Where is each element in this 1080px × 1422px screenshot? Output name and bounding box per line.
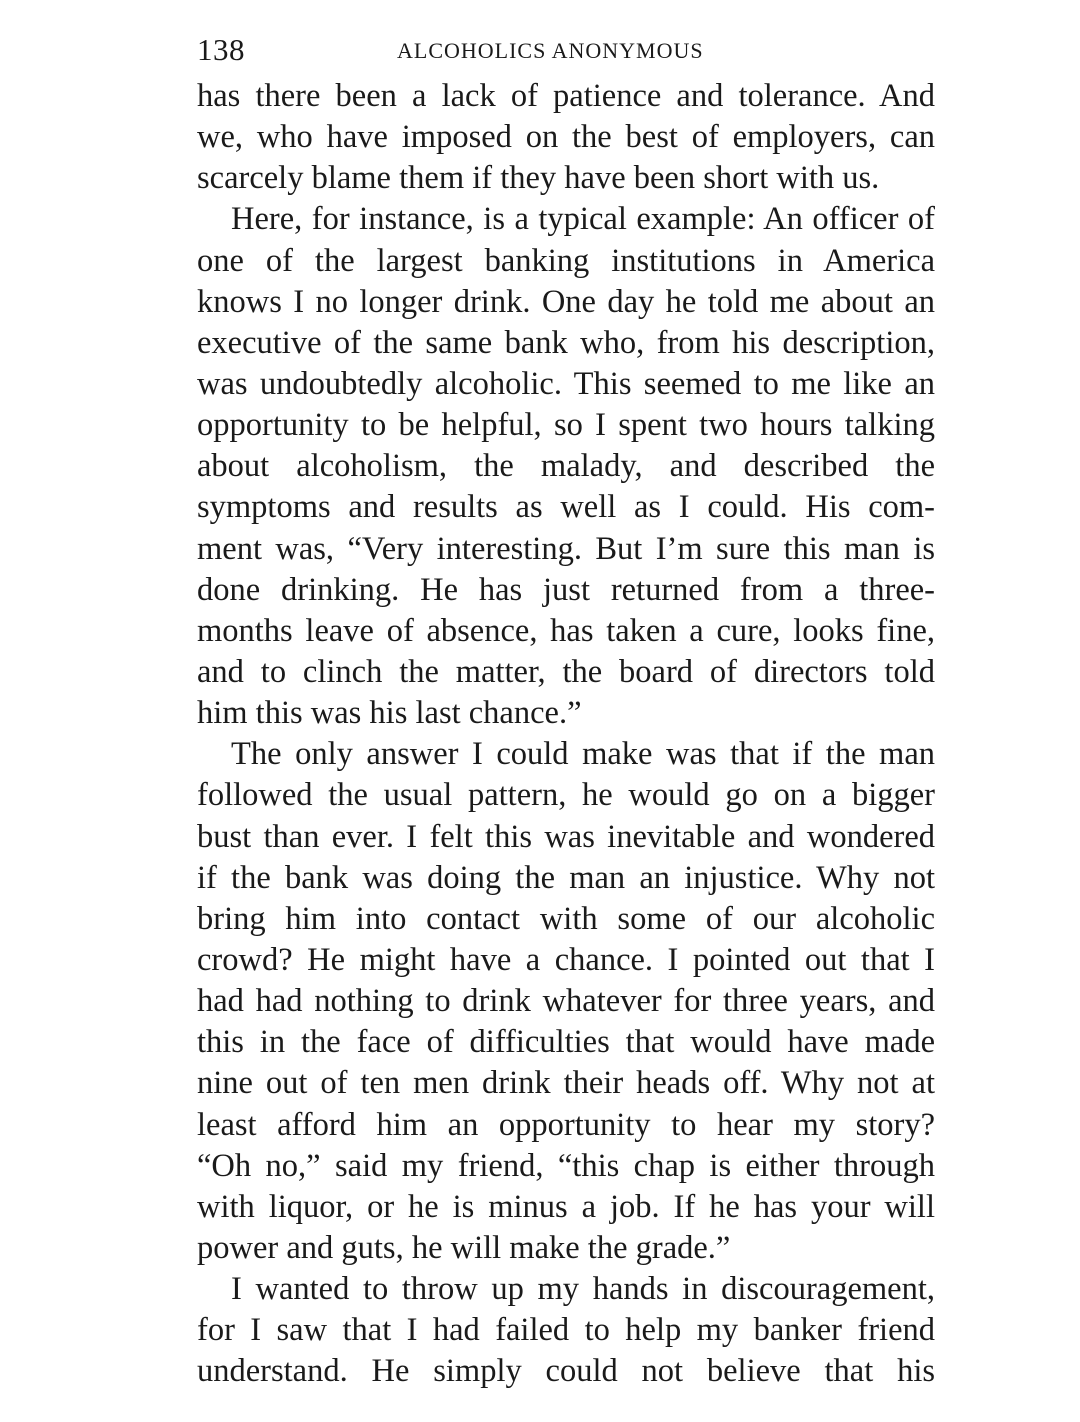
text-line: Here, for instance, is a typical example: An officer of [231, 201, 935, 238]
text-line: we, who have imposed on the best of employers, can [197, 119, 935, 156]
text-line: this in the face of difficulties that would have made [197, 1024, 935, 1061]
text-line: was undoubtedly alcoholic. This seemed to me like an [197, 365, 935, 402]
running-title: ALCOHOLICS ANONYMOUS [397, 38, 704, 63]
text-line: has there been a lack of patience and tolerance. And [197, 78, 935, 114]
text-line: him this was his last chance.” [197, 695, 582, 732]
text-line: scarcely blame them if they have been short with us. [197, 160, 880, 197]
text-line: understand. He simply could not believe that his [197, 1353, 935, 1390]
text-line: about alcoholism, the malady, and described the [197, 448, 935, 485]
text-line: crowd? He might have a chance. I pointed out that I [197, 941, 935, 978]
page-number: 138 [197, 32, 245, 67]
text-line: opportunity to be helpful, so I spent two hours talking [197, 407, 935, 444]
text-line: power and guts, he will make the grade.” [197, 1229, 731, 1266]
text-line: and to clinch the matter, the board of directors told [197, 653, 935, 690]
text-line: with liquor, or he is minus a job. If he has your will [197, 1188, 935, 1225]
text-line: The only answer I could make was that if the man [231, 736, 935, 773]
text-line: if the bank was doing the man an injustice. Why not [197, 859, 935, 896]
text-line: executive of the same bank who, from his description, [197, 324, 935, 361]
text-line: nine out of ten men drink their heads off. Why not at [197, 1065, 935, 1102]
text-line: ment was, “Very interesting. But I’m sure this man is [197, 530, 935, 567]
text-line: followed the usual pattern, he would go on a bigger [197, 777, 935, 814]
text-line: had had nothing to drink whatever for three years, and [197, 983, 935, 1020]
text-line: I wanted to throw up my hands in discouragement, [231, 1271, 935, 1308]
text-line: months leave of absence, has taken a cure, looks fine, [197, 612, 935, 649]
text-line: least afford him an opportunity to hear my story? [197, 1106, 935, 1143]
text-line: done drinking. He has just returned from a three- [197, 571, 935, 608]
text-line: for I saw that I had failed to help my banker friend [197, 1312, 935, 1349]
body-text [197, 76, 935, 1393]
text-line: “Oh no,” said my friend, “this chap is either through [197, 1147, 935, 1184]
running-header [197, 28, 935, 68]
text-line: symptoms and results as well as I could. His com- [197, 489, 935, 526]
text-line: bring him into contact with some of our alcoholic [197, 900, 935, 937]
text-line: knows I no longer drink. One day he told me about an [197, 283, 935, 320]
text-line: one of the largest banking institutions in America [197, 242, 935, 279]
text-line: bust than ever. I felt this was inevitable and wondered [197, 818, 935, 855]
